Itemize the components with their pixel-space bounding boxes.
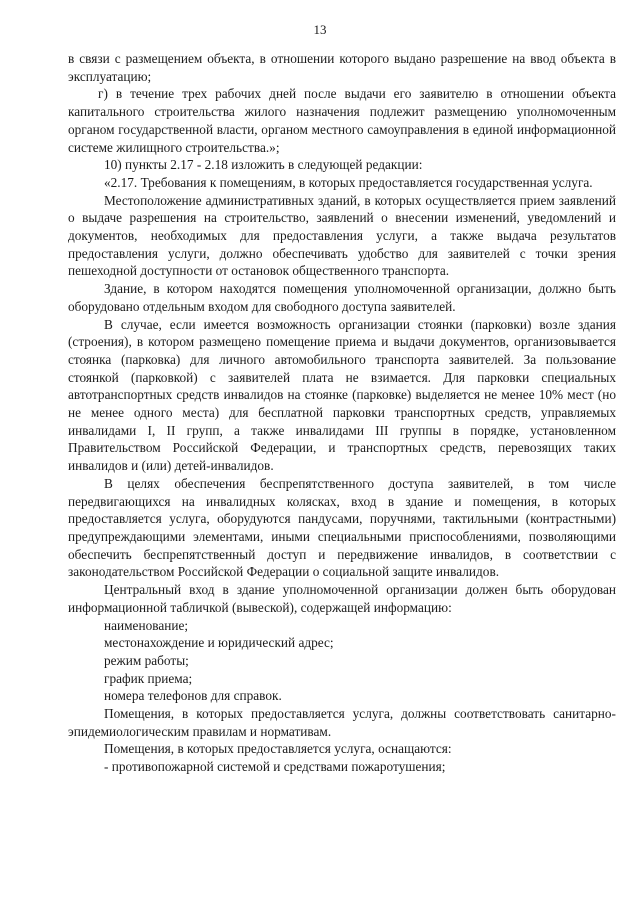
- list-item: местонахождение и юридический адрес;: [104, 635, 334, 651]
- paragraph-sanitary: Помещения, в которых предоставляется услуга, должны соответствовать санитарно-эпидемиологическим правилам и нормативам.: [68, 706, 616, 739]
- page-number: 13: [313, 22, 327, 37]
- paragraph-continuation: в связи с размещением объекта, в отношении которого выдано разрешение на ввод объекта в эксплуатацию;: [68, 51, 616, 84]
- paragraph-central-entrance: Центральный вход в здание уполномоченной организации должен быть оборудован информационной табличкой (вывеской), содержащей информацию:: [68, 582, 616, 615]
- document-body: [68, 50, 616, 776]
- paragraph-subitem-g: г) в течение трех рабочих дней после выдачи его заявителю в отношении объекта капитального строительства жилого назначения подлежит размещению уполномоченным органом государственной власти, органом местного самоуправления в единой информационной системе жилищного строительства.»;: [68, 86, 616, 155]
- paragraph-location: Местоположение административных зданий, в которых осуществляется прием заявлений о выдаче разрешения на строительство, заявлений о внесении изменений, уведомлений и документов, необходимых для предоставления услуги, а также выдача результатов предоставления услуги, должно обеспечивать удобство для заявителей с точки зрения пешеходной доступности от остановок общественного транспорта.: [68, 192, 616, 279]
- list-item: режим работы;: [104, 652, 189, 668]
- list-item: наименование;: [104, 617, 189, 633]
- paragraph-parking: В случае, если имеется возможность организации стоянки (парковки) возле здания (строения), в котором размещено помещение приема и выдачи документов, организовывается стоянка (парковка) для личного автомобильного транспорта заявителей. За пользование стоянкой (парковкой) с заявителей плата не взимается. Для парковки специальных автотранспортных средств инвалидов на стоянке (парковке) выделяется не менее 10% мест (но не менее одного места) для бесплатной парковки транспортных средств, управляемых инвалидами I, II групп, а также инвалидами III группы в порядке, установленном Правительством Российской Федерации, и транспортных средств, перевозящих таких инвалидов и (или) детей-инвалидов.: [68, 316, 616, 474]
- sign-info-list: [68, 617, 616, 706]
- equipment-list: [68, 758, 616, 776]
- list-item: номера телефонов для справок.: [104, 688, 282, 704]
- list-item: график приема;: [104, 670, 193, 686]
- paragraph-item-10: 10) пункты 2.17 - 2.18 изложить в следующей редакции:: [104, 157, 423, 173]
- paragraph-equipment: Помещения, в которых предоставляется услуга, оснащаются:: [104, 741, 452, 757]
- paragraph-2-17-heading: «2.17. Требования к помещениям, в которых предоставляется государственная услуга.: [104, 174, 593, 190]
- paragraph-building-entrance: Здание, в котором находятся помещения уполномоченной организации, должно быть оборудовано отдельным входом для свободного доступа заявителей.: [68, 281, 616, 314]
- paragraph-accessibility: В целях обеспечения беспрепятственного доступа заявителей, в том числе передвигающихся на инвалидных колясках, вход в здание и помещения, в которых предоставляется услуга, оборудуются пандусами, поручнями, тактильными (контрастными) предупреждающими элементами, иными специальными приспособлениями, позволяющими обеспечить беспрепятственный доступ и передвижение инвалидов, в соответствии с законодательством Российской Федерации о социальной защите инвалидов.: [68, 475, 616, 580]
- list-item: - противопожарной системой и средствами пожаротушения;: [104, 759, 446, 775]
